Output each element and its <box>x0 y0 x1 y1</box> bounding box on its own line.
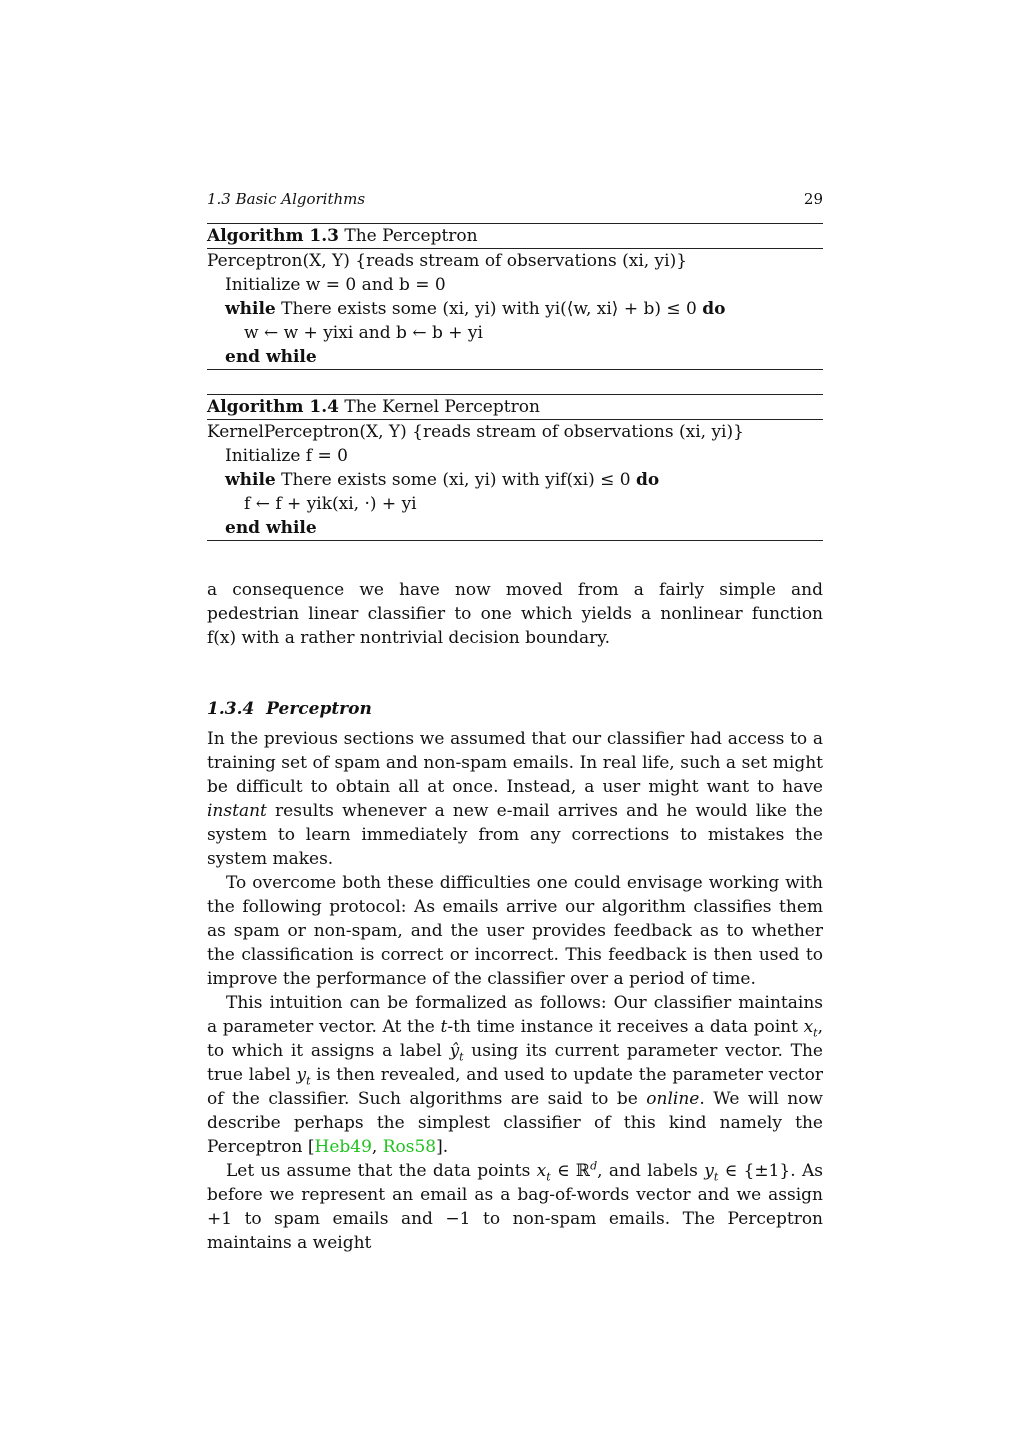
algorithm-title: The Perceptron <box>344 226 478 246</box>
emphasis-instant: instant <box>207 801 267 821</box>
emphasis-online: online <box>646 1089 700 1109</box>
algorithm-end-while <box>207 516 823 540</box>
section-heading <box>207 697 823 721</box>
algorithm-update: f ← f + yik(xi, ·) + yi <box>244 494 417 514</box>
algorithm-title: The Kernel Perceptron <box>344 397 540 417</box>
algorithm-bottom-rule <box>207 369 823 370</box>
keyword-do: do <box>702 299 726 319</box>
running-header-section: 1.3 Basic Algorithms <box>207 190 366 208</box>
algorithm-caption <box>207 395 823 419</box>
while-condition: There exists some (xi, yi) with yif(xi) ≤ 0 <box>281 470 631 490</box>
algorithm-caption <box>207 224 823 248</box>
algorithm-label: Algorithm 1.4 <box>207 397 339 417</box>
while-condition: There exists some (xi, yi) with yi(⟨w, xi⟩ + b) ≤ 0 <box>281 299 697 319</box>
algorithm-signature: KernelPerceptron(X, Y) {reads stream of observations (xi, yi)} <box>207 422 744 442</box>
keyword-end-while: end while <box>225 347 317 367</box>
paragraph-1 <box>207 727 823 871</box>
section-body <box>207 727 823 1255</box>
algorithm-init: Initialize w = 0 and b = 0 <box>225 275 446 295</box>
continuation-text: a consequence we have now moved from a fairly simple and pedestrian linear classifier to one which yields a nonlinear function f(x) with a rather nontrivial decision boundary. <box>207 580 823 648</box>
text-run: , and labels <box>597 1161 705 1181</box>
algorithm-while-line <box>207 297 823 321</box>
keyword-end-while: end while <box>225 518 317 538</box>
text-run: results whenever a new e-mail arrives and he would like the system to learn immediately from any corrections to mistakes the system makes. <box>207 801 823 869</box>
text-run: using its current parameter vector. The true label <box>207 1041 823 1085</box>
paragraph-3: This intuition can be formalized as follows: Our classifier maintains a parameter vector. At the t-th time instance it receives a data point $x_t$, to which it assigns a label $ŷ_t$ using its current parameter vector. The true label $y_t$ is then revealed, and used to update the parameter vector of the classifier. Such algorithms are said to be online. We will now describe perhaps the simplest classifier of this kind namely the Perceptron [Heb49, Ros58]. <box>207 993 823 1157</box>
algorithm-1-4 <box>207 394 823 541</box>
running-header <box>207 190 823 214</box>
algorithm-bottom-rule <box>207 540 823 541</box>
text-run: . We will now describe perhaps the simplest classifier of this kind namely the Perceptron [ <box>207 1089 823 1157</box>
page-number: 29 <box>803 190 823 208</box>
text-run: , to which it assigns a label <box>207 1017 823 1061</box>
text-run: In the previous sections we assumed that our classifier had access to a training set of spam and non-spam emails. In real life, such a set might be difficult to obtain all at once. Instead, a user might want to have <box>207 729 823 797</box>
text-run: This intuition can be formalized as follows: Our classifier maintains a parameter vector. At the <box>207 993 823 1037</box>
algorithm-while-line <box>207 468 823 492</box>
algorithm-end-while <box>207 345 823 369</box>
algorithm-signature: Perceptron(X, Y) {reads stream of observations (xi, yi)} <box>207 251 688 271</box>
text-run: Let us assume that the data points <box>226 1161 537 1181</box>
algorithm-init: Initialize f = 0 <box>225 446 348 466</box>
algorithm-label: Algorithm 1.3 <box>207 226 339 246</box>
section-title: Perceptron <box>266 699 372 719</box>
citation-link-ros58[interactable]: Ros58 <box>382 1137 437 1157</box>
text-run: , <box>371 1137 383 1157</box>
continuation-paragraph <box>207 578 823 650</box>
paragraph-2: To overcome both these difficulties one could envisage working with the following protocol: As emails arrive our algorithm classifies them as spam or non-spam, and the user provides feedback as to whether the classification is correct or incorrect. This feedback is then used to improve the performance of the classifier over a period of time. <box>207 873 823 989</box>
text-run: . As before we represent an email as a bag-of-words vector and we assign +1 to spam emails and −1 to non-spam emails. The Perceptron maintains a weight <box>207 1161 823 1253</box>
text-run: ]. <box>436 1137 449 1157</box>
keyword-while: while <box>225 470 276 490</box>
text-run: is then revealed, and used to update the parameter vector of the classifier. Such algorithms are said to be <box>207 1065 823 1109</box>
algorithm-update: w ← w + yixi and b ← b + yi <box>244 323 483 343</box>
algorithm-1-3 <box>207 223 823 370</box>
section-number: 1.3.4 <box>207 699 255 719</box>
citation-link-heb49[interactable]: Heb49 <box>314 1137 372 1157</box>
paragraph-4: Let us assume that the data points $x_t$ ∈ ℝ$^d$, and labels $y_t$ ∈ {±1}. As before we represent an email as a bag-of-words vector and we assign +1 to spam emails and −1 to non-spam emails. The Perceptron maintains a weight <box>207 1159 823 1253</box>
keyword-while: while <box>225 299 276 319</box>
keyword-do: do <box>636 470 660 490</box>
text-run: -th time instance it receives a data point <box>447 1017 804 1037</box>
